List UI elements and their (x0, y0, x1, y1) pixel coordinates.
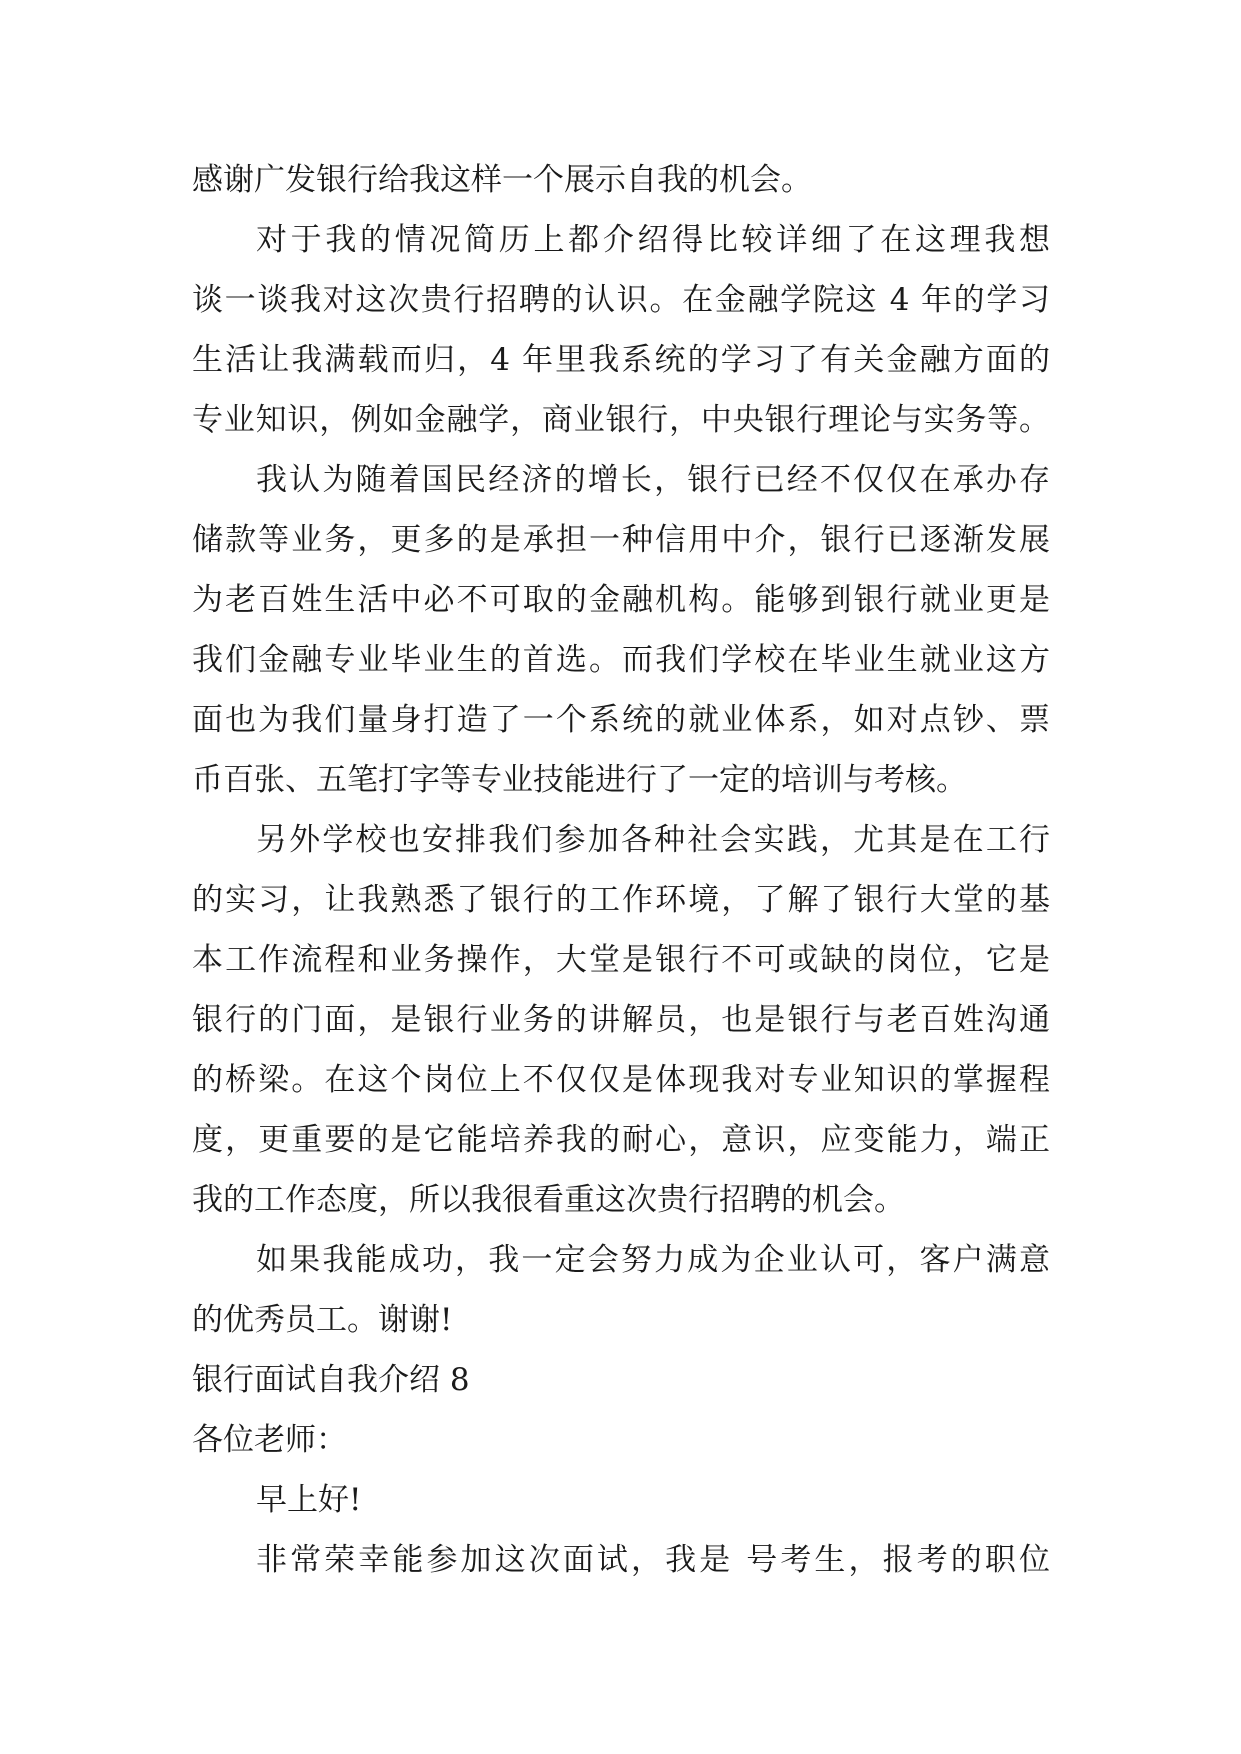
text-line: 我的工作态度，所以我很看重这次贵行招聘的机会。 (192, 1182, 905, 1218)
text-line: 币百张、五笔打字等专业技能进行了一定的培训与考核。 (192, 762, 967, 798)
salutation: 各位老师： (192, 1422, 347, 1458)
document-body (192, 150, 1050, 1590)
text-line: 生活让我满载而归，4 年里我系统的学习了有关金融方面的 (192, 342, 1050, 378)
text-line: 专业知识，例如金融学，商业银行，中央银行理论与实务等。 (192, 402, 1050, 438)
text-line: 为老百姓生活中必不可取的金融机构。能够到银行就业更是 (192, 582, 1050, 618)
text-line: 我认为随着国民经济的增长，银行已经不仅仅在承办存 (256, 462, 1050, 498)
text-line: 另外学校也安排我们参加各种社会实践，尤其是在工行 (256, 822, 1050, 858)
text-line: 对于我的情况简历上都介绍得比较详细了在这理我想 (256, 222, 1050, 258)
text-line: 谈一谈我对这次贵行招聘的认识。在金融学院这 4 年的学习 (192, 282, 1050, 318)
text-line: 如果我能成功，我一定会努力成为企业认可，客户满意 (256, 1242, 1050, 1278)
text-line: 感谢广发银行给我这样一个展示自我的机会。 (192, 162, 812, 198)
text-line: 的优秀员工。谢谢! (192, 1302, 453, 1338)
text-line: 储款等业务，更多的是承担一种信用中介，银行已逐渐发展 (192, 522, 1050, 558)
text-line: 的实习，让我熟悉了银行的工作环境，了解了银行大堂的基 (192, 882, 1050, 918)
text-line: 非常荣幸能参加这次面试，我是 号考生，报考的职位 (256, 1542, 1050, 1578)
text-line: 面也为我们量身打造了一个系统的就业体系，如对点钞、票 (192, 702, 1050, 738)
text-line: 银行的门面，是银行业务的讲解员，也是银行与老百姓沟通 (192, 1002, 1050, 1038)
text-line: 我们金融专业毕业生的首选。而我们学校在毕业生就业这方 (192, 642, 1050, 678)
text-line: 本工作流程和业务操作，大堂是银行不可或缺的岗位，它是 (192, 942, 1050, 978)
text-line: 度，更重要的是它能培养我的耐心，意识，应变能力，端正 (192, 1122, 1050, 1158)
text-line: 的桥梁。在这个岗位上不仅仅是体现我对专业知识的掌握程 (192, 1062, 1050, 1098)
greeting: 早上好! (256, 1482, 362, 1518)
section-heading: 银行面试自我介绍 8 (192, 1362, 470, 1398)
